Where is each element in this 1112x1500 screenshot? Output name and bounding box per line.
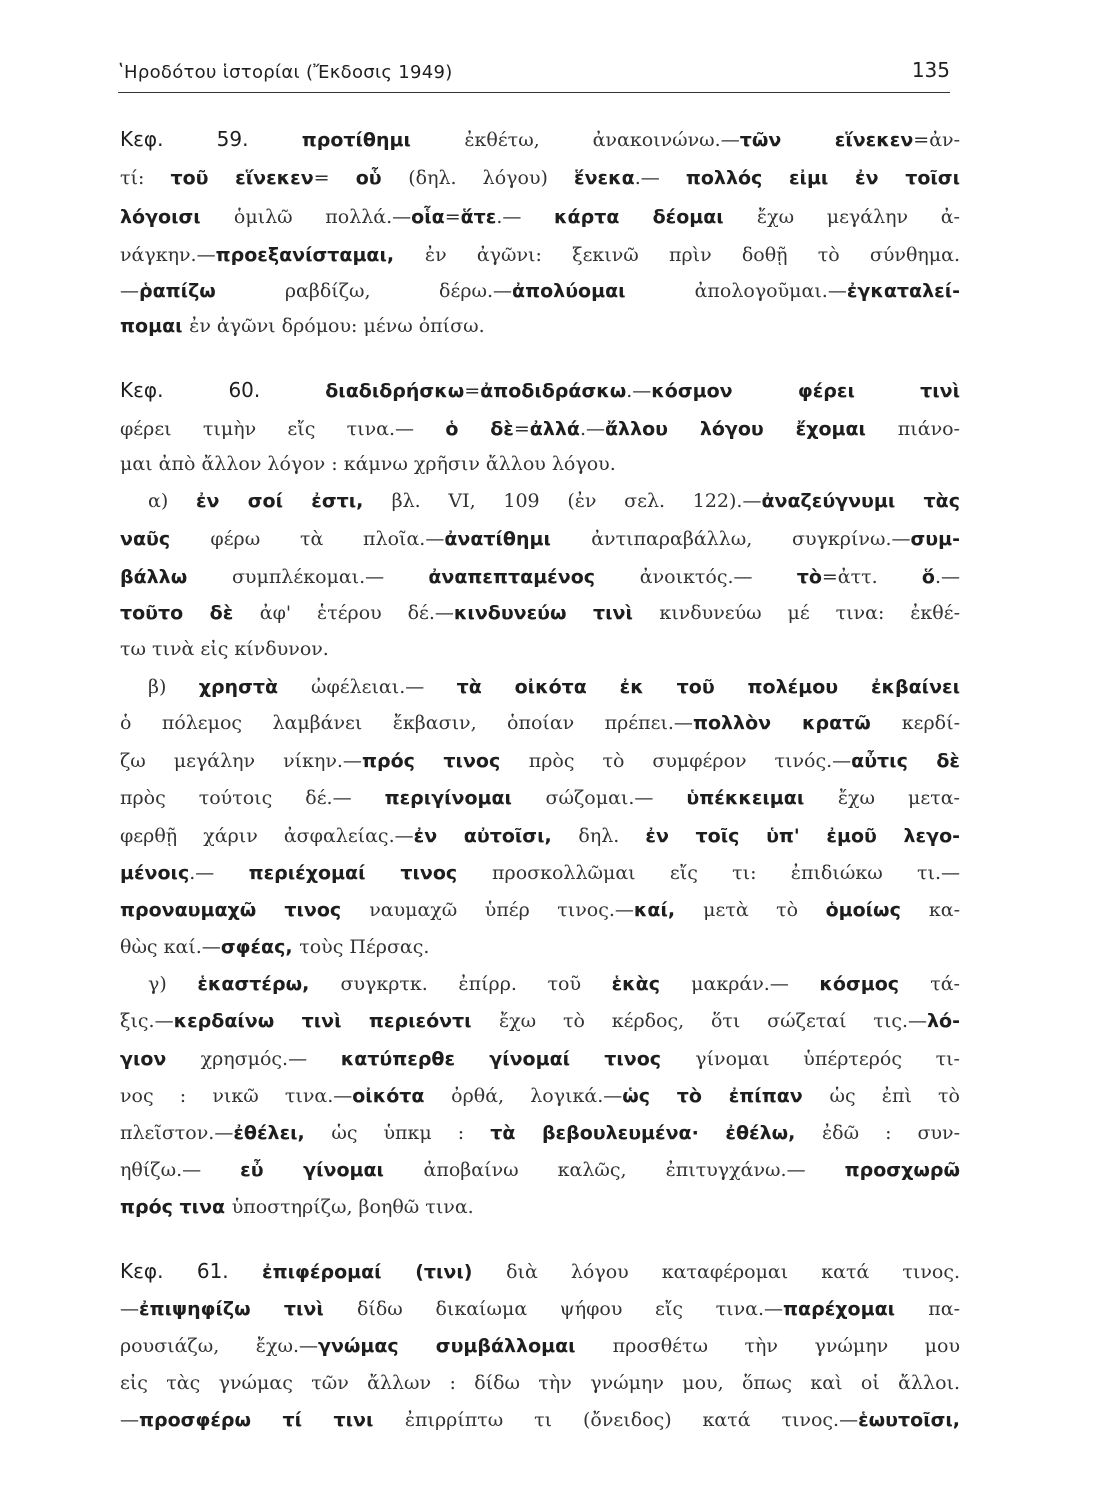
headword: μένοις [120, 862, 190, 884]
headword: πομαι [120, 315, 190, 337]
gloss: =ἀττ. [821, 566, 922, 588]
headword: ἑκαστέρω, [197, 973, 341, 995]
headword: ἀναπεπταμένος [428, 566, 640, 588]
gloss: τά- [930, 973, 960, 995]
headword: ἀλλά [529, 418, 580, 440]
headword: διαδιδρήσκω [325, 380, 465, 402]
headword: ἑωυτοῖσι, [858, 1409, 960, 1431]
gloss: ἔχω μεγάλην ἀ- [756, 206, 960, 228]
line-ch60-c3 [120, 1040, 960, 1076]
line-ch59-3 [120, 198, 960, 234]
gloss: ἐν ἀγῶνι: ξεκινῶ πρὶν δοθῇ τὸ σύνθημα. [424, 244, 960, 266]
gloss: μαι ἀπὸ ἄλλον λόγον : κάμνω χρῆσιν ἄλλου λόγου. [120, 453, 616, 475]
headword: αὖτις δὲ [851, 750, 960, 772]
gloss: πρὸς τούτοις δέ.— [120, 787, 385, 809]
gloss: μετὰ τὸ [703, 899, 826, 921]
headword: τῶν εἵνεκεν [739, 129, 914, 151]
headword: τὸ [796, 566, 822, 588]
headword: οὗ [355, 167, 409, 189]
headword: ἀνατίθημι [444, 528, 592, 550]
gloss: ναυμαχῶ ὑπέρ τινος.— [369, 899, 634, 921]
gloss: κερδί- [901, 712, 960, 734]
gloss: νος : νικῶ τινα.— [120, 1085, 353, 1107]
gloss: βλ. VI, 109 (ἐν σελ. 122).— [391, 490, 762, 512]
gloss: ὡς ὑπκμ : [331, 1122, 491, 1144]
headword: ὁμοίως [825, 899, 929, 921]
headword: ἀπολύομαι [512, 280, 695, 302]
headword: ἐγκαταλεί- [846, 280, 960, 302]
gloss: — [120, 1409, 139, 1431]
headword: προναυμαχῶ τινος [120, 899, 370, 921]
gloss: — [632, 380, 652, 402]
line-ch60-1 [120, 372, 960, 408]
line-ch59-4 [120, 236, 960, 272]
line-ch60-c2 [120, 1002, 960, 1038]
headword: τοῦτο δὲ [120, 602, 260, 624]
headword: προεξανίσταμαι, [215, 244, 425, 266]
headword: ὁ δὲ [445, 418, 514, 440]
headword: κόσμος [819, 973, 931, 995]
line-ch59-1 [120, 121, 960, 157]
headword: τὰ βεβουλευμένα· ἐθέλω, [490, 1122, 822, 1144]
headword: ῥαπίζω [139, 280, 285, 302]
chapter-label: Κεφ. 60. [120, 378, 326, 402]
gloss: ὀρθά, λογικά.— [451, 1085, 623, 1107]
line-ch60-b5 [120, 817, 960, 853]
line-ch60-3 [120, 445, 960, 481]
gloss: πα- [928, 1298, 960, 1320]
gloss: = [444, 206, 461, 228]
gloss: .— [189, 862, 249, 884]
line-ch60-a3 [120, 558, 960, 594]
line-ch60-a4 [120, 594, 960, 630]
headword: καί, [633, 899, 704, 921]
headword: ὡς τὸ ἐπίπαν [622, 1085, 830, 1107]
gloss: τοὺς Πέρσας. [299, 936, 430, 958]
headword: προτίθημι [301, 129, 465, 151]
chapter-label: Κεφ. 59. [120, 127, 302, 151]
line-ch60-b7 [120, 891, 960, 927]
headword: ἐν αὐτοῖσι, [413, 825, 579, 847]
running-header [118, 58, 950, 93]
headword: λό- [927, 1010, 960, 1032]
line-ch59-5 [120, 272, 960, 308]
line-ch60-c6 [120, 1151, 960, 1187]
headword: γιον [120, 1048, 201, 1070]
gloss: — [120, 280, 139, 302]
gloss: ἀπολογοῦμαι.— [694, 280, 847, 302]
headword: οἷα [411, 206, 445, 228]
headword: ἕνεκα [574, 167, 635, 189]
line-ch60-b1 [148, 668, 960, 704]
gloss: δίδω δικαίωμα ψήφου εἴς τινα.— [356, 1298, 784, 1320]
line-ch60-2 [120, 410, 960, 446]
headword: ἐθέλει, [233, 1122, 332, 1144]
gloss: .— [934, 566, 960, 588]
line-ch60-a2 [120, 520, 960, 556]
chapter-label: Κεφ. 61. [120, 1259, 263, 1283]
gloss: .— [634, 167, 686, 189]
gloss: ρουσιάζω, ἔχω.— [120, 1335, 318, 1357]
gloss: =ἀν- [913, 129, 960, 151]
line-ch60-c1 [148, 965, 960, 1001]
headword: τοῦ εἵνεκεν [170, 167, 314, 189]
headword: κινδυνεύω τινὶ [453, 602, 660, 624]
line-ch60-b6 [120, 854, 960, 890]
headword: πολλός εἰμι ἐν τοῖσι [685, 167, 960, 189]
gloss: κα- [928, 899, 960, 921]
headword: εὖ γίνομαι [240, 1159, 424, 1181]
headword: πολλὸν κρατῶ [692, 712, 902, 734]
headword: ἐν τοῖς ὑπ' ἐμοῦ λεγο- [645, 825, 960, 847]
gloss: ὡς ἐπὶ τὸ [829, 1085, 960, 1107]
gloss: ἐκθέτω, ἀνακοινώνω.— [464, 129, 740, 151]
line-ch60-b3 [120, 742, 960, 778]
headword: γνώμας συμβάλλομαι [318, 1335, 613, 1357]
gloss: ὠφέλειαι.— [310, 676, 457, 698]
line-ch60-c5 [120, 1114, 960, 1150]
gloss: ἀφ' ἑτέρου δέ.— [259, 602, 454, 624]
line-ch60-b8 [120, 928, 960, 964]
headword: πρός τινα [120, 1196, 232, 1218]
headword: ἑκὰς [611, 973, 692, 995]
gloss: (δηλ. λόγου) [408, 167, 575, 189]
headword: ἄλλου λόγου ἔχομαι [605, 418, 898, 440]
headword: ἅτε [460, 206, 497, 228]
headword: ἐν σοί ἐστι, [195, 490, 392, 512]
line-ch61-3 [120, 1327, 960, 1363]
gloss: σώζομαι.— [545, 787, 687, 809]
line-ch60-c7 [120, 1188, 960, 1224]
gloss: — [120, 1298, 139, 1320]
gloss: .— [579, 418, 605, 440]
gloss: νάγκην.— [120, 244, 216, 266]
headword: περιγίνομαι [384, 787, 546, 809]
book-title: ʽΗροδότου ἱστορίαι (Ἔκδοσις 1949) [118, 62, 453, 83]
gloss: μακράν.— [691, 973, 820, 995]
gloss: ἔχω μετα- [837, 787, 960, 809]
gloss: ὁμιλῶ πολλά.— [233, 206, 412, 228]
page-number: 135 [911, 58, 950, 82]
line-ch59-2 [120, 159, 960, 195]
gloss: χρησμός.— [200, 1048, 341, 1070]
line-ch60-b4 [120, 779, 960, 815]
gloss: ἐπιρρίπτω τι (ὄνειδος) κατά τινος.— [404, 1409, 859, 1431]
gloss: γίνομαι ὑπέρτερός τι- [695, 1048, 960, 1070]
gloss: κινδυνεύω μέ τινα: ἐκθέ- [659, 602, 960, 624]
headword: ἐπιφέρομαί (τινι) [262, 1261, 507, 1283]
headword: κάρτα δέομαι [554, 206, 757, 228]
headword: συμ- [910, 528, 960, 550]
headword: προσφέρω τί τινι [139, 1409, 405, 1431]
gloss: γ) [148, 973, 198, 995]
gloss: β) [148, 676, 199, 698]
gloss: = [313, 167, 356, 189]
gloss: ραβδίζω, δέρω.— [284, 280, 513, 302]
gloss: πλεῖστον.— [120, 1122, 234, 1144]
gloss: ζω μεγάλην νίκην.— [120, 750, 362, 772]
headword: ὑπέκκειμαι [686, 787, 838, 809]
gloss: φέρω τὰ πλοῖα.— [210, 528, 445, 550]
gloss: φέρει τιμὴν εἴς τινα.— [120, 418, 446, 440]
headword: κερδαίνω τινὶ περιεόντι [173, 1010, 499, 1032]
headword: ἀναζεύγνυμι τὰς [761, 490, 960, 512]
headword: λόγοισι [120, 206, 234, 228]
gloss: = [464, 380, 481, 402]
gloss: ὁ πόλεμος λαμβάνει ἔκβασιν, ὁποίαν πρέπει.— [120, 712, 693, 734]
gloss: ἀποβαίνω καλῶς, ἐπιτυγχάνω.— [423, 1159, 845, 1181]
gloss: ἐν ἀγῶνι δρόμου: μένω ὀπίσω. [189, 315, 485, 337]
gloss: προσκολλῶμαι εἴς τι: ἐπιδιώκω τι.— [492, 862, 960, 884]
gloss: τί: [120, 167, 171, 189]
line-ch59-6 [120, 307, 960, 343]
line-ch60-a5 [120, 630, 960, 666]
line-ch60-b2 [120, 704, 960, 740]
headword: πρός τινος [361, 750, 529, 772]
gloss: εἰς τὰς γνώμας τῶν ἄλλων : δίδω τὴν γνώμην μου, ὅπως καὶ οἱ ἄλλοι. [120, 1372, 960, 1394]
gloss: ηθίζω.— [120, 1159, 241, 1181]
gloss: ἐδῶ : συν- [821, 1122, 960, 1144]
gloss: ὑποστηρίζω, βοηθῶ τινα. [231, 1196, 474, 1218]
headword: χρηστὰ [198, 676, 311, 698]
headword: ὅ [921, 566, 935, 588]
gloss: διὰ λόγου καταφέρομαι κατά τινος. [506, 1261, 960, 1283]
line-ch61-4 [120, 1364, 960, 1400]
gloss: ξις.— [120, 1010, 174, 1032]
headword: ἀποδιδράσκω [480, 380, 627, 402]
gloss: συμπλέκομαι.— [231, 566, 429, 588]
gloss: προσθέτω τὴν γνώμην μου [612, 1335, 960, 1357]
gloss: = [513, 418, 530, 440]
headword: κόσμον φέρει τινὶ [651, 380, 960, 402]
line-ch61-2 [120, 1290, 960, 1326]
line-ch60-a1 [148, 482, 960, 518]
headword: παρέχομαι [783, 1298, 929, 1320]
gloss: φερθῇ χάριν ἀσφαλείας.— [120, 825, 414, 847]
line-ch60-c4 [120, 1077, 960, 1113]
gloss: συγκρτκ. ἐπίρρ. τοῦ [340, 973, 612, 995]
gloss: . [626, 380, 633, 402]
gloss: .— [496, 206, 555, 228]
headword: τὰ οἰκότα ἐκ τοῦ πολέμου ἐκβαίνει [456, 676, 960, 698]
headword: κατύπερθε γίνομαί τινος [340, 1048, 696, 1070]
gloss: ἔχω τὸ κέρδος, ὅτι σώζεταί τις.— [498, 1010, 928, 1032]
gloss: πιάνο- [897, 418, 960, 440]
gloss: θὼς καί.— [120, 936, 221, 958]
headword: σφέας, [220, 936, 300, 958]
line-ch61-1 [120, 1253, 960, 1289]
gloss: τω τινὰ εἰς κίνδυνον. [120, 638, 329, 660]
gloss: πρὸς τὸ συμφέρον τινός.— [528, 750, 852, 772]
headword: οἰκότα [352, 1085, 452, 1107]
gloss: ἀντιπαραβάλλω, συγκρίνω.— [591, 528, 911, 550]
headword: ναῦς [120, 528, 211, 550]
headword: ἐπιψηφίζω τινὶ [139, 1298, 357, 1320]
headword: περιέχομαί τινος [248, 862, 493, 884]
headword: βάλλω [120, 566, 232, 588]
gloss: ἀνοικτός.— [639, 566, 797, 588]
headword: προσχωρῶ [844, 1159, 960, 1181]
gloss: α) [148, 490, 196, 512]
line-ch61-5 [120, 1401, 960, 1437]
gloss: δηλ. [578, 825, 646, 847]
